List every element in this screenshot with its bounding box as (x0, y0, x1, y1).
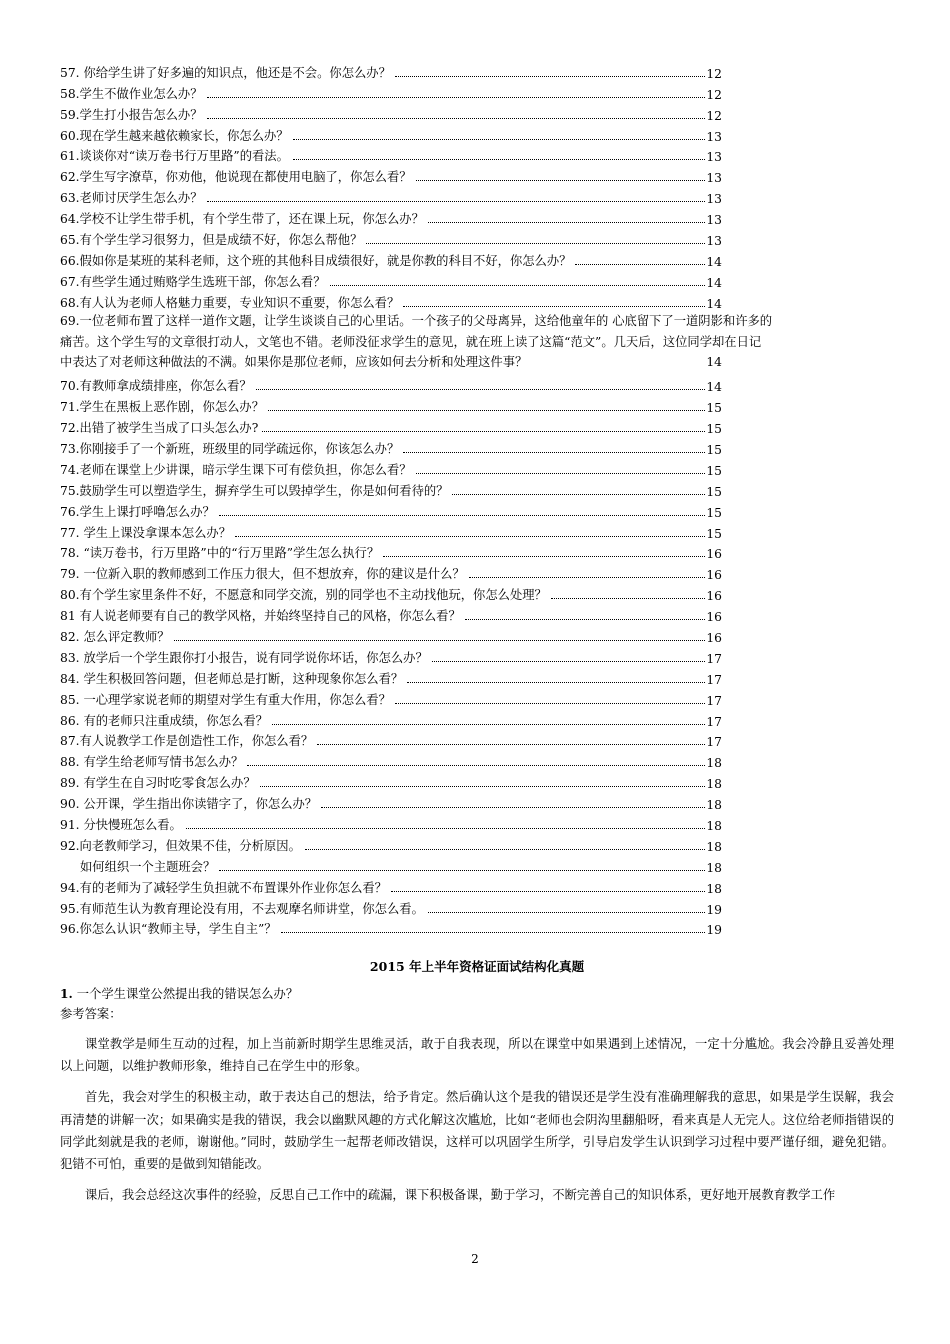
question (60, 983, 894, 1004)
toc-item-page: 13 (706, 150, 722, 165)
toc-item[interactable] (60, 81, 722, 102)
toc-item-title: 70.有教师拿成绩排座，你怎么看？ (60, 379, 252, 394)
toc-item-title: 如何组织一个主题班会？ (80, 859, 216, 874)
toc-item-page: 13 (706, 213, 722, 228)
toc-item-69-line1: 69.一位老师布置了这样一道作文题，让学生谈谈自己的心里话。一个孩子的父母离异，这给他童年的 心底留下了一道阴影和许多的 (60, 313, 773, 328)
toc-item-title: 86. 有的老师只注重成绩，你怎么看？ (60, 713, 268, 728)
toc-item-page: 13 (706, 192, 722, 207)
toc-item-page: 18 (706, 756, 722, 771)
toc-item-title: 90. 公开课，学生指出你读错字了，你怎么办？ (60, 797, 318, 812)
toc-item[interactable] (60, 123, 722, 144)
toc-dot-leader (428, 222, 705, 223)
toc-dot-leader (432, 661, 705, 662)
toc-item-page: 15 (706, 463, 722, 478)
toc-item-page: 17 (706, 672, 722, 687)
toc-item[interactable] (60, 875, 722, 896)
toc-item[interactable] (60, 624, 722, 645)
toc-item-page: 15 (706, 442, 722, 457)
toc-item-title: 85. 一心理学家说老师的期望对学生有重大作用，你怎么看？ (60, 692, 391, 707)
toc-dot-leader (262, 431, 705, 432)
toc-item-page: 14 (706, 380, 722, 395)
toc-dot-leader (281, 932, 705, 933)
toc-item[interactable] (60, 749, 722, 770)
toc-item-title: 79. 一位新入职的教师感到工作压力很大，但不想放弃，你的建议是什么？ (60, 567, 465, 582)
toc-dot-leader (469, 577, 705, 578)
toc-item-title: 63.老师讨厌学生怎么办？ (60, 191, 203, 206)
toc-dot-leader (383, 556, 705, 557)
toc-item-page: 15 (706, 505, 722, 520)
toc-item[interactable] (60, 373, 722, 394)
toc-dot-leader (293, 139, 705, 140)
toc-item-page: 16 (706, 630, 722, 645)
toc-dot-leader (575, 264, 705, 265)
toc-item[interactable] (60, 60, 722, 81)
toc-item-title: 59.学生打小报告怎么办？ (60, 107, 203, 122)
toc-item[interactable] (60, 833, 722, 854)
answer-paragraph-3: 课后，我会总经这次事件的经验，反思自己工作中的疏漏，课下积极备课，勤于学习，不断完善自己的知识体系，更好地开展教育教学工作 (85, 1188, 836, 1203)
toc-item-title: 76.学生上课打呼噜怎么办？ (60, 504, 215, 519)
toc-item-page: 18 (706, 860, 722, 875)
toc-dot-leader (395, 703, 705, 704)
toc-item-title: 57. 你给学生讲了好多遍的知识点，他还是不会。你怎么办？ (60, 65, 391, 80)
toc-item[interactable] (60, 102, 722, 123)
toc-dot-leader (317, 744, 705, 745)
toc-item-page: 19 (706, 923, 722, 938)
toc-item[interactable] (60, 269, 722, 290)
toc-item[interactable] (60, 227, 722, 248)
toc-dot-leader (305, 849, 705, 850)
toc-item-page: 13 (706, 129, 722, 144)
toc-item[interactable] (60, 791, 722, 812)
toc-item[interactable] (60, 729, 722, 750)
toc-item-page: 18 (706, 798, 722, 813)
answer-paragraph-2: 首先，我会对学生的积极主动，敢于表达自己的想法，给予肯定。然后确认这个是我的错误还是学生没有准确理解我的意思，如果是学生误解，我会再清楚的讲解一次；如果确实是我的错误，我会以幽默风趣的方式化解这次尴尬，比如“老师也会阴沟里翻船呀，看来真是人无完人。这位给老师指错误的同学此刻就是我的老师，谢谢他。”同时，鼓励学生一起帮老师改错误，这样可以巩固学生所学，引导启发学生认识到学习过程中要严谨仔细，避免犯错。犯错不可怕，重要的是做到知错能改。 (60, 1090, 894, 1172)
toc-dot-leader (321, 807, 705, 808)
toc-item-title: 75.鼓励学生可以塑造学生，摒弃学生可以毁掉学生，你是如何看待的？ (60, 483, 449, 498)
toc-item[interactable] (60, 917, 722, 938)
toc-item-title: 77. 学生上课没拿课本怎么办？ (60, 525, 232, 540)
toc-dot-leader (452, 494, 705, 495)
toc-item-page: 13 (706, 171, 722, 186)
toc-item[interactable] (60, 520, 722, 541)
toc-item[interactable] (60, 603, 722, 624)
toc-item-page: 14 (706, 254, 722, 269)
toc-item-page: 12 (706, 66, 722, 81)
toc-item-title: 88. 有学生给老师写情书怎么办？ (60, 755, 244, 770)
toc-item[interactable] (60, 499, 722, 520)
toc-item-title: 94.有的老师为了减轻学生负担就不布置课外作业你怎么看？ (60, 880, 387, 895)
toc-item-title: 68.有人认为老师人格魅力重要，专业知识不重要，你怎么看？ (60, 295, 400, 310)
toc-item[interactable] (60, 164, 722, 185)
toc-item-title: 91. 分快慢班怎么看。 (60, 817, 182, 832)
toc-item[interactable] (60, 436, 722, 457)
toc-item-page: 12 (706, 108, 722, 123)
toc-item-title: 82. 怎么评定教师？ (60, 629, 170, 644)
toc-dot-leader (428, 912, 705, 913)
toc-item-page: 14 (706, 296, 722, 311)
toc-dot-leader (207, 118, 705, 119)
toc-item-69-line2: 痛苦。这个学生写的文章很打动人，文笔也不错。老师没征求学生的意见，就在班上读了这篇“范文”。几天后，这位同学却在日记 (60, 334, 762, 349)
toc-dot-leader (260, 786, 705, 787)
toc-item-title: 65.有个学生学习很努力，但是成绩不好，你怎么帮他？ (60, 233, 363, 248)
toc-item-page: 18 (706, 818, 722, 833)
toc-item-title: 62.学生写字潦草，你劝他，他说现在都使用电脑了，你怎么看？ (60, 170, 412, 185)
toc-dot-leader (391, 891, 705, 892)
section-title: 2015 年上半年资格证面试结构化真题 (369, 959, 585, 974)
toc-dot-leader (207, 201, 705, 202)
toc-item-title: 72.出错了被学生当成了口头怎么办? (60, 421, 259, 436)
toc-item[interactable] (60, 144, 722, 165)
toc-item-title: 96.你怎么认识“教师主导，学生自主”？ (60, 922, 277, 937)
toc-item[interactable] (60, 457, 722, 478)
toc-dot-leader (247, 765, 705, 766)
question-text: 一个学生课堂公然提出我的错误怎么办？ (76, 987, 299, 1001)
toc-item-title: 87.有人说教学工作是创造性工作，你怎么看？ (60, 734, 314, 749)
toc-item-page: 15 (706, 484, 722, 499)
toc-dot-leader (268, 410, 705, 411)
toc-item-page: 17 (706, 714, 722, 729)
toc-item[interactable] (60, 645, 722, 666)
toc-item-title: 58.学生不做作业怎么办？ (60, 86, 203, 101)
toc-dot-leader (174, 640, 705, 641)
toc-item-title: 74.老师在课堂上少讲课，暗示学生课下可有偿负担，你怎么看？ (60, 462, 412, 477)
toc-item-page: 15 (706, 401, 722, 416)
table-of-contents (60, 60, 773, 938)
toc-item-title: 71.学生在黑板上恶作剧，你怎么办？ (60, 400, 265, 415)
answer-paragraph-1: 课堂教学是师生互动的过程，加上当前新时期学生思维灵活，敢于自我表现，所以在课堂中如果遇到上述情况，一定十分尴尬。我会冷静且妥善处理以上问题，以维护教师形象，维持自己在学生中的形象。 (60, 1037, 894, 1074)
toc-item-69-line3-row (60, 353, 722, 374)
toc-item-page: 16 (706, 610, 722, 625)
toc-item[interactable] (60, 708, 722, 729)
toc-item-page: 17 (706, 735, 722, 750)
toc-dot-leader (465, 619, 705, 620)
toc-dot-leader (186, 828, 705, 829)
toc-dot-leader (256, 389, 705, 390)
toc-item-page: 18 (706, 839, 722, 854)
toc-item-page: 18 (706, 881, 722, 896)
toc-item-title: 73.你刚接手了一个新班，班级里的同学疏远你，你该怎么办？ (60, 441, 400, 456)
toc-item-title: 66.假如你是某班的某科老师，这个班的其他科目成绩很好，就是你教的科目不好，你怎么办？ (60, 253, 572, 268)
toc-item[interactable] (60, 478, 722, 499)
toc-item-title: 78. “读万卷书，行万里路”中的“行万里路”学生怎么执行？ (60, 546, 380, 561)
toc-item[interactable] (60, 582, 722, 603)
toc-dot-leader (416, 473, 705, 474)
toc-dot-leader (207, 97, 705, 98)
toc-item[interactable] (60, 896, 722, 917)
toc-item[interactable] (60, 206, 722, 227)
toc-item-page: 16 (706, 547, 722, 562)
toc-item[interactable] (60, 394, 722, 415)
toc-dot-leader (416, 180, 705, 181)
page-number: 2 (471, 1252, 479, 1266)
toc-item-title: 67.有些学生通过贿赂学生选班干部，你怎么看？ (60, 274, 326, 289)
toc-dot-leader (235, 536, 705, 537)
toc-item[interactable] (60, 185, 722, 206)
toc-item-title: 89. 有学生在自习时吃零食怎么办？ (60, 776, 256, 791)
toc-dot-leader (272, 724, 705, 725)
toc-dot-leader (551, 598, 705, 599)
toc-item-page: 17 (706, 651, 722, 666)
toc-item[interactable] (60, 290, 722, 311)
toc-item[interactable] (60, 561, 722, 582)
question-number: 1. (60, 986, 73, 1001)
toc-item[interactable] (60, 666, 722, 687)
toc-item[interactable] (60, 541, 722, 562)
toc-item-page: 13 (706, 234, 722, 249)
toc-item-title: 60.现在学生越来越依赖家长，你怎么办？ (60, 128, 289, 143)
toc-item-title: 80.有个学生家里条件不好，不愿意和同学交流，别的同学也不主动找他玩，你怎么处理？ (60, 588, 547, 603)
toc-item-title: 83. 放学后一个学生跟你打小报告，说有同学说你坏话，你怎么办？ (60, 650, 428, 665)
toc-item[interactable] (60, 687, 722, 708)
toc-item-title: 81 有人说老师要有自己的教学风格，并始终坚持自己的风格，你怎么看？ (60, 609, 461, 624)
toc-item-page: 16 (706, 589, 722, 604)
toc-item-title: 95.有师范生认为教育理论没有用，不去观摩名师讲堂，你怎么看。 (60, 901, 424, 916)
toc-item-page: 16 (706, 568, 722, 583)
toc-item-69-line3: 中表达了对老师这种做法的不满。如果你是那位老师，应该如何去分析和处理这件事？ (60, 355, 528, 370)
toc-dot-leader (293, 159, 705, 160)
exam-section (60, 957, 894, 1206)
toc-item[interactable] (60, 812, 722, 833)
toc-item-page: 18 (706, 777, 722, 792)
toc-item-title: 84. 学生积极回答问题，但老师总是打断，这种现象你怎么看？ (60, 671, 404, 686)
toc-dot-leader (395, 76, 705, 77)
toc-item-title: 61.谈谈你对“读万卷书行万里路”的看法。 (60, 149, 289, 164)
toc-item-title: 64.学校不让学生带手机，有个学生带了，还在课上玩，你怎么办？ (60, 212, 424, 227)
toc-item-69-page: 14 (706, 355, 722, 370)
toc-item[interactable] (60, 770, 722, 791)
toc-item-page: 14 (706, 275, 722, 290)
toc-item-page: 17 (706, 693, 722, 708)
toc-item-page: 12 (706, 87, 722, 102)
toc-dot-leader (403, 452, 705, 453)
toc-dot-leader (403, 306, 705, 307)
answer-label: 参考答案： (60, 1007, 122, 1021)
toc-item[interactable] (60, 248, 722, 269)
toc-item[interactable] (60, 854, 722, 875)
toc-dot-leader (366, 243, 705, 244)
toc-dot-leader (407, 682, 705, 683)
toc-dot-leader (219, 515, 705, 516)
toc-item[interactable] (60, 415, 722, 436)
toc-dot-leader (330, 285, 706, 286)
toc-item-page: 15 (706, 526, 722, 541)
toc-item-page: 19 (706, 902, 722, 917)
toc-item-title: 92.向老教师学习，但效果不佳，分析原因。 (60, 838, 301, 853)
toc-item-page: 15 (706, 422, 722, 437)
toc-item-69[interactable] (60, 311, 892, 374)
toc-dot-leader (219, 870, 705, 871)
